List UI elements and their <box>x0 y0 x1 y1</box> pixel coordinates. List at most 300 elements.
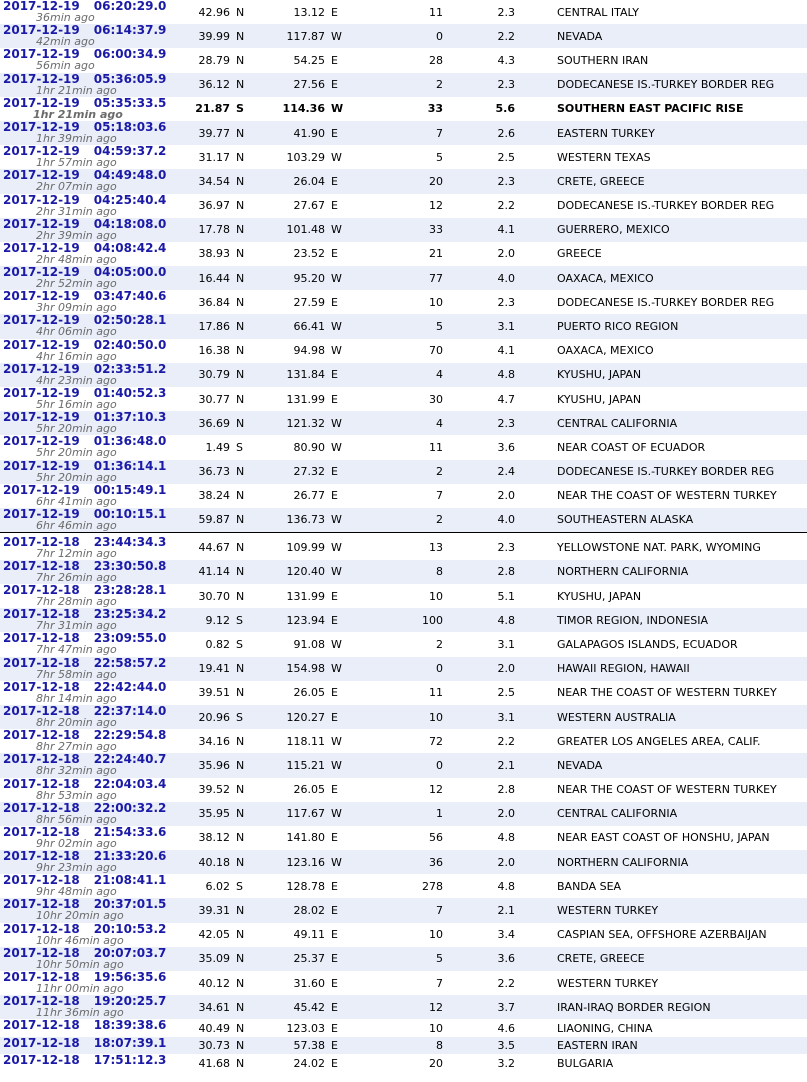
latitude-hemisphere: N <box>236 807 245 821</box>
time-ago: 9hr 23min ago <box>36 861 117 875</box>
event-date: 2017-12-18 <box>3 584 80 597</box>
latitude-value: 42.05 <box>198 928 230 942</box>
depth-value: 28 <box>429 53 443 67</box>
magnitude-value: 4.7 <box>497 392 515 406</box>
latitude-hemisphere: N <box>236 271 245 285</box>
table-row <box>0 460 807 484</box>
latitude-value: 36.12 <box>198 78 230 92</box>
longitude-value: 115.21 <box>286 758 325 772</box>
event-date: 2017-12-19 <box>3 387 80 400</box>
latitude-hemisphere: N <box>236 904 245 918</box>
longitude-hemisphere: W <box>331 102 344 116</box>
table-row <box>0 314 807 338</box>
region-name: SOUTHEASTERN ALASKA <box>557 513 694 527</box>
table-row <box>0 121 807 145</box>
time-ago: 8hr 20min ago <box>36 715 117 729</box>
table-row <box>0 632 807 656</box>
region-name: WESTERN TEXAS <box>557 150 651 164</box>
latitude-hemisphere: N <box>236 513 245 527</box>
latitude-value: 19.41 <box>198 662 230 676</box>
table-row <box>0 753 807 777</box>
event-date: 2017-12-18 <box>3 922 80 936</box>
latitude-hemisphere: N <box>236 320 245 334</box>
latitude-value: 40.12 <box>198 976 230 990</box>
region-name: BANDA SEA <box>557 879 622 893</box>
latitude-value: 0.82 <box>205 637 230 651</box>
table-row <box>0 536 807 560</box>
longitude-hemisphere: E <box>331 710 338 724</box>
latitude-value: 42.96 <box>198 5 230 19</box>
magnitude-value: 3.5 <box>497 1039 515 1053</box>
longitude-value: 118.11 <box>286 734 325 748</box>
datetime-cell <box>0 826 175 850</box>
event-date: 2017-12-18 <box>3 632 80 646</box>
latitude-hemisphere: N <box>236 758 245 772</box>
datetime-cell <box>0 387 175 411</box>
latitude-hemisphere: N <box>236 928 245 942</box>
longitude-value: 66.41 <box>293 320 325 334</box>
magnitude-value: 2.8 <box>497 783 515 797</box>
datetime-cell <box>0 145 175 169</box>
latitude-hemisphere: N <box>236 295 245 309</box>
longitude-value: 131.84 <box>286 368 325 382</box>
longitude-hemisphere: E <box>331 613 338 627</box>
event-time: 18:07:39.1 <box>93 1036 167 1050</box>
table-row <box>0 24 807 48</box>
latitude-hemisphere: N <box>236 368 245 382</box>
table-row <box>0 218 807 242</box>
datetime-cell <box>0 97 175 121</box>
datetime-cell <box>0 242 175 266</box>
depth-value: 36 <box>429 855 443 869</box>
table-row <box>0 898 807 922</box>
magnitude-value: 4.8 <box>497 368 515 382</box>
event-date: 2017-12-19 <box>3 120 80 134</box>
depth-value: 12 <box>429 783 443 797</box>
region-name: NORTHERN CALIFORNIA <box>557 855 689 869</box>
longitude-value: 54.25 <box>293 53 325 67</box>
longitude-hemisphere: E <box>331 1039 338 1053</box>
latitude-hemisphere: N <box>236 223 245 237</box>
datetime-cell <box>0 874 175 898</box>
longitude-hemisphere: W <box>331 223 342 237</box>
event-date: 2017-12-19 <box>3 507 80 521</box>
longitude-hemisphere: E <box>331 928 338 942</box>
event-date: 2017-12-19 <box>3 411 80 425</box>
table-row <box>0 73 807 97</box>
longitude-value: 91.08 <box>293 637 325 651</box>
magnitude-value: 4.1 <box>497 223 515 237</box>
latitude-value: 16.44 <box>198 271 230 285</box>
event-date: 2017-12-19 <box>3 24 80 38</box>
table-row <box>0 971 807 995</box>
depth-value: 7 <box>436 904 443 918</box>
table-row <box>0 0 807 24</box>
datetime-cell <box>0 850 175 874</box>
magnitude-value: 2.0 <box>497 855 515 869</box>
longitude-value: 41.90 <box>293 126 325 140</box>
table-row <box>0 826 807 850</box>
table-row <box>0 947 807 971</box>
event-date: 2017-12-18 <box>3 946 80 960</box>
region-name: IRAN-IRAQ BORDER REGION <box>557 1000 711 1014</box>
latitude-value: 35.95 <box>198 807 230 821</box>
event-time: 01:36:48.0 <box>93 435 167 449</box>
event-datetime-link[interactable] <box>3 1037 166 1050</box>
datetime-cell <box>0 923 175 947</box>
depth-value: 10 <box>429 295 443 309</box>
longitude-value: 123.16 <box>286 855 325 869</box>
time-ago: 1hr 21min ago <box>36 83 117 97</box>
longitude-hemisphere: E <box>331 78 338 92</box>
depth-value: 2 <box>436 78 443 92</box>
event-date: 2017-12-19 <box>3 314 80 328</box>
latitude-value: 39.51 <box>198 686 230 700</box>
magnitude-value: 2.0 <box>497 489 515 503</box>
table-row <box>0 608 807 632</box>
time-ago: 4hr 23min ago <box>36 373 117 387</box>
longitude-value: 25.37 <box>293 952 325 966</box>
region-name: WESTERN TURKEY <box>557 976 659 990</box>
depth-value: 0 <box>436 662 443 676</box>
time-ago: 11hr 00min ago <box>36 982 124 995</box>
longitude-value: 26.04 <box>293 174 325 188</box>
longitude-value: 26.77 <box>293 489 325 503</box>
region-name: DODECANESE IS.-TURKEY BORDER REG <box>557 295 775 309</box>
magnitude-value: 5.1 <box>497 589 515 603</box>
table-row <box>0 339 807 363</box>
longitude-hemisphere: W <box>331 734 342 748</box>
depth-value: 20 <box>429 1056 443 1070</box>
time-ago: 6hr 46min ago <box>36 518 117 532</box>
event-time: 05:18:03.6 <box>93 120 167 134</box>
region-name: CRETE, GREECE <box>557 952 645 966</box>
latitude-value: 36.84 <box>198 295 230 309</box>
region-name: PUERTO RICO REGION <box>557 320 679 334</box>
magnitude-value: 4.0 <box>497 271 515 285</box>
longitude-value: 31.60 <box>293 976 325 990</box>
event-datetime-link[interactable] <box>3 1019 166 1032</box>
event-datetime-link[interactable] <box>3 1054 166 1067</box>
time-ago: 7hr 47min ago <box>36 643 117 657</box>
datetime-cell <box>0 681 175 705</box>
region-name: NEAR THE COAST OF WESTERN TURKEY <box>557 783 777 797</box>
event-date: 2017-12-19 <box>3 169 80 183</box>
time-ago: 7hr 58min ago <box>36 667 117 681</box>
region-name: EASTERN TURKEY <box>557 126 655 140</box>
datetime-cell <box>0 536 175 560</box>
depth-value: 70 <box>429 344 443 358</box>
event-time: 01:37:10.3 <box>93 411 167 425</box>
magnitude-value: 4.0 <box>497 513 515 527</box>
longitude-hemisphere: W <box>331 807 342 821</box>
time-ago: 10hr 50min ago <box>36 957 124 971</box>
table-row <box>0 1037 807 1055</box>
depth-value: 2 <box>436 637 443 651</box>
longitude-hemisphere: E <box>331 879 338 893</box>
region-name: CRETE, GREECE <box>557 174 645 188</box>
depth-value: 11 <box>429 5 443 19</box>
longitude-value: 26.05 <box>293 686 325 700</box>
time-ago: 2hr 52min ago <box>36 277 117 291</box>
latitude-value: 59.87 <box>198 513 230 527</box>
latitude-value: 30.77 <box>198 392 230 406</box>
latitude-value: 36.73 <box>198 465 230 479</box>
latitude-value: 28.79 <box>198 53 230 67</box>
region-name: BULGARIA <box>557 1056 614 1070</box>
latitude-value: 1.49 <box>205 440 230 454</box>
longitude-hemisphere: W <box>331 416 342 430</box>
datetime-cell <box>0 778 175 802</box>
longitude-hemisphere: E <box>331 126 338 140</box>
region-name: LIAONING, CHINA <box>557 1021 653 1035</box>
latitude-hemisphere: N <box>236 662 245 676</box>
event-time: 19:56:35.6 <box>93 971 167 984</box>
longitude-hemisphere: W <box>331 440 342 454</box>
time-ago: 8hr 32min ago <box>36 764 117 778</box>
time-ago: 3hr 09min ago <box>36 301 117 315</box>
region-name: CENTRAL CALIFORNIA <box>557 416 678 430</box>
event-time: 22:42:44.0 <box>93 680 167 694</box>
magnitude-value: 2.0 <box>497 662 515 676</box>
event-date: 2017-12-18 <box>3 1054 80 1068</box>
datetime-cell <box>0 947 175 971</box>
datetime-cell <box>0 729 175 753</box>
datetime-cell <box>0 632 175 656</box>
depth-value: 56 <box>429 831 443 845</box>
event-time: 04:59:37.2 <box>93 145 167 159</box>
region-name: NEAR THE COAST OF WESTERN TURKEY <box>557 489 777 503</box>
time-ago: 2hr 07min ago <box>36 180 117 194</box>
magnitude-value: 2.5 <box>497 686 515 700</box>
event-date: 2017-12-18 <box>3 850 80 864</box>
latitude-value: 39.52 <box>198 783 230 797</box>
depth-value: 10 <box>429 1021 443 1035</box>
magnitude-value: 4.3 <box>497 53 515 67</box>
latitude-hemisphere: N <box>236 392 245 406</box>
event-date: 2017-12-19 <box>3 0 80 13</box>
magnitude-value: 4.8 <box>497 831 515 845</box>
event-date: 2017-12-18 <box>3 777 80 791</box>
event-time: 22:24:40.7 <box>93 753 167 767</box>
event-date: 2017-12-19 <box>3 483 80 497</box>
event-date: 2017-12-18 <box>3 801 80 815</box>
latitude-hemisphere: N <box>236 686 245 700</box>
longitude-value: 95.20 <box>293 271 325 285</box>
event-time: 21:33:20.6 <box>93 850 167 864</box>
latitude-value: 39.99 <box>198 29 230 43</box>
datetime-cell <box>0 1019 175 1037</box>
datetime-cell <box>0 608 175 632</box>
latitude-hemisphere: N <box>236 952 245 966</box>
latitude-hemisphere: N <box>236 734 245 748</box>
datetime-cell <box>0 48 175 72</box>
time-ago: 4hr 06min ago <box>36 325 117 339</box>
event-date: 2017-12-18 <box>3 898 80 912</box>
longitude-value: 123.94 <box>286 613 325 627</box>
longitude-value: 23.52 <box>293 247 325 261</box>
table-row <box>0 435 807 459</box>
event-date: 2017-12-18 <box>3 825 80 839</box>
event-time: 18:39:38.6 <box>93 1019 167 1033</box>
event-time: 03:47:40.6 <box>93 290 167 304</box>
depth-value: 100 <box>422 613 443 627</box>
datetime-cell <box>0 898 175 922</box>
event-time: 04:08:42.4 <box>93 241 167 255</box>
latitude-value: 9.12 <box>205 613 230 627</box>
datetime-cell <box>0 508 175 532</box>
datetime-cell <box>0 971 175 995</box>
longitude-hemisphere: W <box>331 513 342 527</box>
latitude-hemisphere: S <box>236 613 243 627</box>
time-ago: 36min ago <box>36 11 95 24</box>
region-name: EASTERN IRAN <box>557 1039 638 1053</box>
latitude-value: 17.78 <box>198 223 230 237</box>
table-row <box>0 1019 807 1037</box>
event-time: 05:36:05.9 <box>93 72 167 86</box>
latitude-hemisphere: N <box>236 1000 245 1014</box>
time-ago: 42min ago <box>36 35 95 49</box>
latitude-hemisphere: N <box>236 199 245 213</box>
region-name: GALAPAGOS ISLANDS, ECUADOR <box>557 637 738 651</box>
latitude-hemisphere: N <box>236 53 245 67</box>
depth-value: 0 <box>436 29 443 43</box>
latitude-hemisphere: N <box>236 416 245 430</box>
depth-value: 33 <box>427 102 443 116</box>
event-time: 22:04:03.4 <box>93 777 167 791</box>
magnitude-value: 3.1 <box>497 320 515 334</box>
time-ago: 2hr 31min ago <box>36 204 117 218</box>
longitude-hemisphere: W <box>331 344 342 358</box>
depth-value: 4 <box>436 416 443 430</box>
latitude-hemisphere: N <box>236 855 245 869</box>
longitude-value: 57.38 <box>293 1039 325 1053</box>
longitude-value: 27.32 <box>293 465 325 479</box>
longitude-hemisphere: W <box>331 150 342 164</box>
table-row <box>0 995 807 1019</box>
magnitude-value: 2.5 <box>497 150 515 164</box>
time-ago: 7hr 31min ago <box>36 619 117 633</box>
event-date: 2017-12-19 <box>3 459 80 473</box>
depth-value: 278 <box>422 879 443 893</box>
latitude-hemisphere: N <box>236 489 245 503</box>
longitude-value: 121.32 <box>286 416 325 430</box>
latitude-hemisphere: N <box>236 831 245 845</box>
magnitude-value: 2.3 <box>497 295 515 309</box>
latitude-hemisphere: S <box>236 710 243 724</box>
depth-value: 5 <box>436 320 443 334</box>
latitude-value: 30.79 <box>198 368 230 382</box>
time-ago: 7hr 28min ago <box>36 595 117 608</box>
longitude-hemisphere: W <box>331 29 342 43</box>
table-row <box>0 874 807 898</box>
longitude-hemisphere: W <box>331 637 342 651</box>
event-time: 06:00:34.9 <box>93 48 167 62</box>
time-ago: 2hr 39min ago <box>36 228 117 242</box>
event-date: 2017-12-19 <box>3 193 80 207</box>
event-date: 2017-12-19 <box>3 435 80 449</box>
latitude-hemisphere: N <box>236 1039 245 1053</box>
longitude-value: 131.99 <box>286 392 325 406</box>
table-row <box>0 681 807 705</box>
latitude-value: 36.69 <box>198 416 230 430</box>
depth-value: 7 <box>436 126 443 140</box>
region-name: SOUTHERN EAST PACIFIC RISE <box>557 102 744 116</box>
time-ago: 5hr 16min ago <box>36 398 117 411</box>
event-date: 2017-12-18 <box>3 656 80 670</box>
latitude-value: 38.93 <box>198 247 230 261</box>
magnitude-value: 5.6 <box>495 102 515 116</box>
longitude-value: 13.12 <box>293 5 325 19</box>
region-name: TIMOR REGION, INDONESIA <box>557 613 709 627</box>
datetime-cell <box>0 218 175 242</box>
datetime-cell <box>0 411 175 435</box>
longitude-hemisphere: E <box>331 247 338 261</box>
magnitude-value: 4.8 <box>497 613 515 627</box>
magnitude-value: 3.1 <box>497 710 515 724</box>
longitude-value: 27.67 <box>293 199 325 213</box>
latitude-hemisphere: N <box>236 344 245 358</box>
depth-value: 7 <box>436 976 443 990</box>
table-row <box>0 1054 807 1072</box>
longitude-hemisphere: W <box>331 541 342 555</box>
latitude-hemisphere: N <box>236 565 245 579</box>
latitude-hemisphere: N <box>236 5 245 19</box>
depth-value: 10 <box>429 928 443 942</box>
table-row <box>0 194 807 218</box>
latitude-value: 30.70 <box>198 589 230 603</box>
datetime-cell <box>0 363 175 387</box>
longitude-hemisphere: E <box>331 686 338 700</box>
magnitude-value: 2.0 <box>497 247 515 261</box>
region-name: DODECANESE IS.-TURKEY BORDER REG <box>557 465 775 479</box>
region-name: WESTERN TURKEY <box>557 904 659 918</box>
longitude-hemisphere: W <box>331 271 342 285</box>
depth-value: 21 <box>429 247 443 261</box>
event-date: 2017-12-18 <box>3 535 80 549</box>
longitude-value: 28.02 <box>293 904 325 918</box>
time-ago: 56min ago <box>36 59 95 73</box>
longitude-value: 128.78 <box>286 879 325 893</box>
event-time: 02:33:51.2 <box>93 362 167 376</box>
latitude-value: 16.38 <box>198 344 230 358</box>
latitude-value: 40.18 <box>198 855 230 869</box>
longitude-value: 120.40 <box>286 565 325 579</box>
datetime-cell <box>0 657 175 681</box>
time-ago: 6hr 41min ago <box>36 494 117 508</box>
magnitude-value: 2.3 <box>497 416 515 430</box>
longitude-hemisphere: W <box>331 565 342 579</box>
longitude-hemisphere: E <box>331 295 338 309</box>
table-row <box>0 290 807 314</box>
event-time: 20:37:01.5 <box>93 898 167 912</box>
depth-value: 8 <box>436 1039 443 1053</box>
latitude-hemisphere: N <box>236 150 245 164</box>
depth-value: 11 <box>429 686 443 700</box>
latitude-value: 44.67 <box>198 541 230 555</box>
longitude-value: 94.98 <box>293 344 325 358</box>
region-name: NEAR EAST COAST OF HONSHU, JAPAN <box>557 831 770 845</box>
datetime-cell <box>0 802 175 826</box>
table-row <box>0 657 807 681</box>
time-ago: 7hr 26min ago <box>36 570 117 584</box>
event-date: 2017-12-18 <box>3 753 80 767</box>
datetime-cell <box>0 169 175 193</box>
latitude-hemisphere: N <box>236 1056 245 1070</box>
longitude-hemisphere: E <box>331 174 338 188</box>
time-ago: 7hr 12min ago <box>36 546 117 560</box>
event-time: 00:15:49.1 <box>93 483 167 497</box>
